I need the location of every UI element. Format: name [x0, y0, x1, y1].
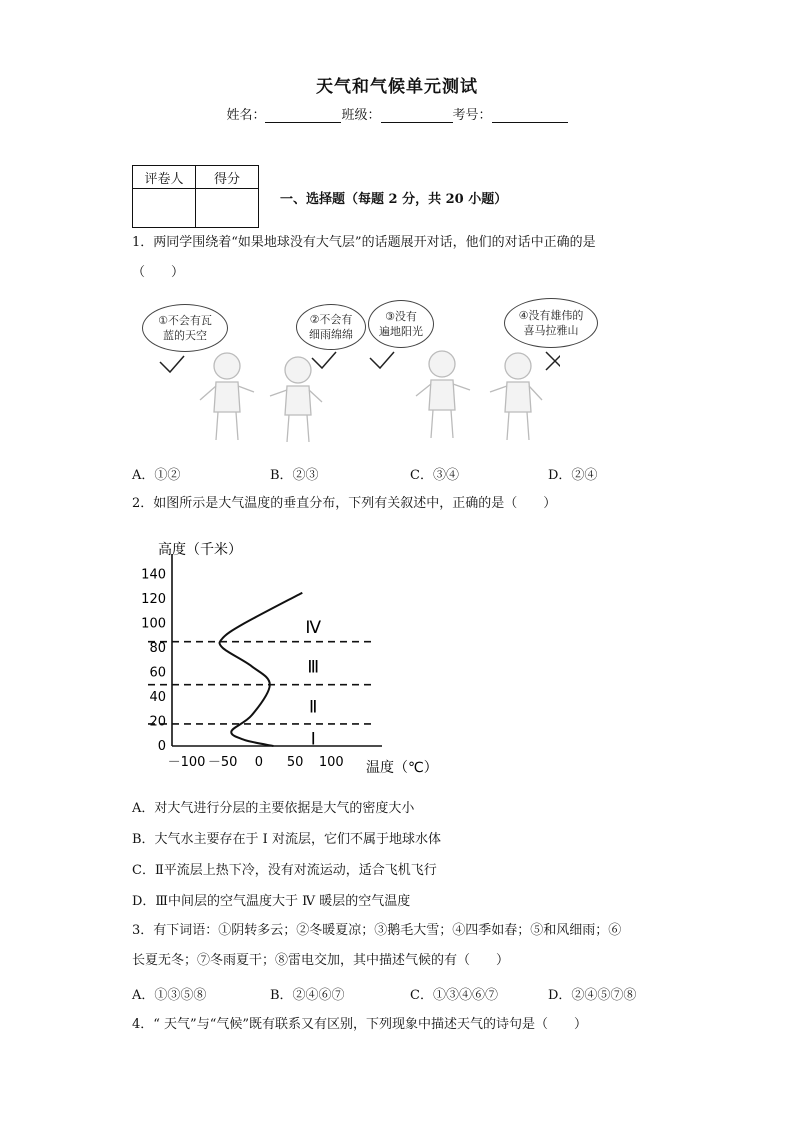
speech-bubble-2: ②不会有 细雨绵绵	[296, 304, 366, 350]
exam-no-label: 考号：	[452, 108, 492, 123]
y-tick-label: 60	[149, 665, 166, 681]
name-label: 姓名：	[226, 108, 266, 123]
grader-header: 评卷人	[133, 166, 196, 189]
q2-option-a[interactable]: A．对大气进行分层的主要依据是大气的密度大小	[132, 801, 415, 816]
layer-boundaries	[148, 642, 375, 724]
q3-option-b[interactable]: B．②④⑥⑦	[270, 988, 345, 1003]
checkmark-icon	[312, 352, 336, 368]
speech-bubble-1: ①不会有瓦 蓝的天空	[142, 304, 228, 352]
cross-icon	[546, 352, 560, 370]
temperature-line	[220, 593, 303, 746]
question-1-stem	[132, 234, 596, 252]
question-text: 如图所示是大气温度的垂直分布，下列有关叙述中，正确的是（ ）	[153, 496, 557, 511]
question-3-stem	[132, 922, 621, 940]
layer-label: Ⅰ	[310, 729, 316, 750]
q1-option-d[interactable]: D．②④	[548, 468, 598, 483]
section-title: 一、选择题（每题 2 分，共 20 小题）	[280, 192, 508, 207]
class-blank[interactable]	[381, 108, 453, 123]
class-label: 班级：	[341, 108, 381, 123]
question-text: 有下词语：①阴转多云；②冬暖夏凉；③鹅毛大雪；④四季如春；⑤和风细雨；⑥	[153, 923, 622, 938]
y-axis-label: 高度（千米）	[158, 542, 242, 558]
x-tick-label: －50	[207, 755, 238, 770]
x-tick-label: 0	[254, 755, 264, 770]
grader-cell[interactable]	[133, 189, 196, 228]
y-tick-label: 120	[141, 591, 166, 607]
score-header: 得分	[196, 166, 259, 189]
temperature-altitude-chart	[140, 530, 460, 780]
exam-no-blank[interactable]	[492, 108, 568, 123]
layer-label: Ⅱ	[309, 697, 318, 718]
speech-bubble-4: ④没有雄伟的 喜马拉雅山	[504, 298, 598, 348]
checkmark-icon	[160, 356, 184, 372]
y-tick-label: 140	[141, 567, 166, 583]
checkmark-icon	[370, 352, 394, 368]
q3-option-c[interactable]: C．①③④⑥⑦	[410, 988, 498, 1003]
x-axis-label: 温度（℃）	[366, 760, 438, 776]
q1-option-c[interactable]: C．③④	[410, 468, 459, 483]
temperature-curve	[220, 593, 303, 746]
child-figure-1	[200, 353, 254, 440]
x-tick-label: 50	[286, 755, 304, 770]
speech-bubble-3: ③没有 遍地阳光	[368, 300, 434, 348]
child-figure-4	[490, 353, 542, 440]
score-table	[132, 165, 259, 228]
q2-option-b[interactable]: B．大气水主要存在于 I 对流层，它们不属于地球水体	[132, 832, 441, 847]
page-title: 天气和气候单元测试	[316, 77, 478, 97]
y-tick-label: 40	[149, 689, 166, 705]
question-text: “ 天气”与“气候”既有联系又有区别，下列现象中描述天气的诗句是（ ）	[153, 1017, 587, 1032]
question-number: 4．	[132, 1017, 154, 1032]
question-number: 3．	[132, 923, 154, 938]
name-blank[interactable]	[265, 108, 341, 123]
q1-option-b[interactable]: B．②③	[270, 468, 319, 483]
question-1-paren: （ ）	[132, 265, 185, 280]
question-number: 2．	[132, 496, 154, 511]
question-4-stem	[132, 1016, 587, 1034]
q3-option-a[interactable]: A．①③⑤⑧	[132, 988, 207, 1003]
y-tick-label: 20	[149, 714, 166, 730]
score-cell[interactable]	[196, 189, 259, 228]
question-2-stem	[132, 495, 556, 513]
y-tick-label: 100	[141, 616, 166, 632]
x-tick-label: 100	[318, 755, 344, 770]
question-text: 两同学围绕着“如果地球没有大气层”的话题展开对话，他们的对话中正确的是	[153, 235, 596, 250]
q2-option-c[interactable]: C．Ⅱ平流层上热下冷，没有对流运动，适合飞机飞行	[132, 863, 437, 878]
chart-axes	[172, 554, 382, 746]
layer-label: Ⅲ	[307, 657, 320, 678]
layer-label: Ⅳ	[305, 618, 322, 639]
student-info-line	[0, 104, 794, 123]
q3-option-d[interactable]: D．②④⑤⑦⑧	[548, 988, 637, 1003]
y-tick-label: 80	[149, 640, 166, 656]
y-tick-label: 0	[157, 739, 166, 754]
question-3-stem-cont: 长夏无冬；⑦冬雨夏干；⑧雷电交加，其中描述气候的有（ ）	[132, 953, 510, 968]
question-number: 1．	[132, 235, 154, 250]
child-figure-2	[270, 357, 322, 442]
q1-option-a[interactable]: A．①②	[132, 468, 181, 483]
layer-labels	[305, 618, 321, 750]
q2-option-d[interactable]: D．Ⅲ中间层的空气温度大于 Ⅳ 暖层的空气温度	[132, 894, 411, 909]
child-figure-3	[416, 351, 470, 438]
x-tick-label: －100	[167, 755, 206, 770]
